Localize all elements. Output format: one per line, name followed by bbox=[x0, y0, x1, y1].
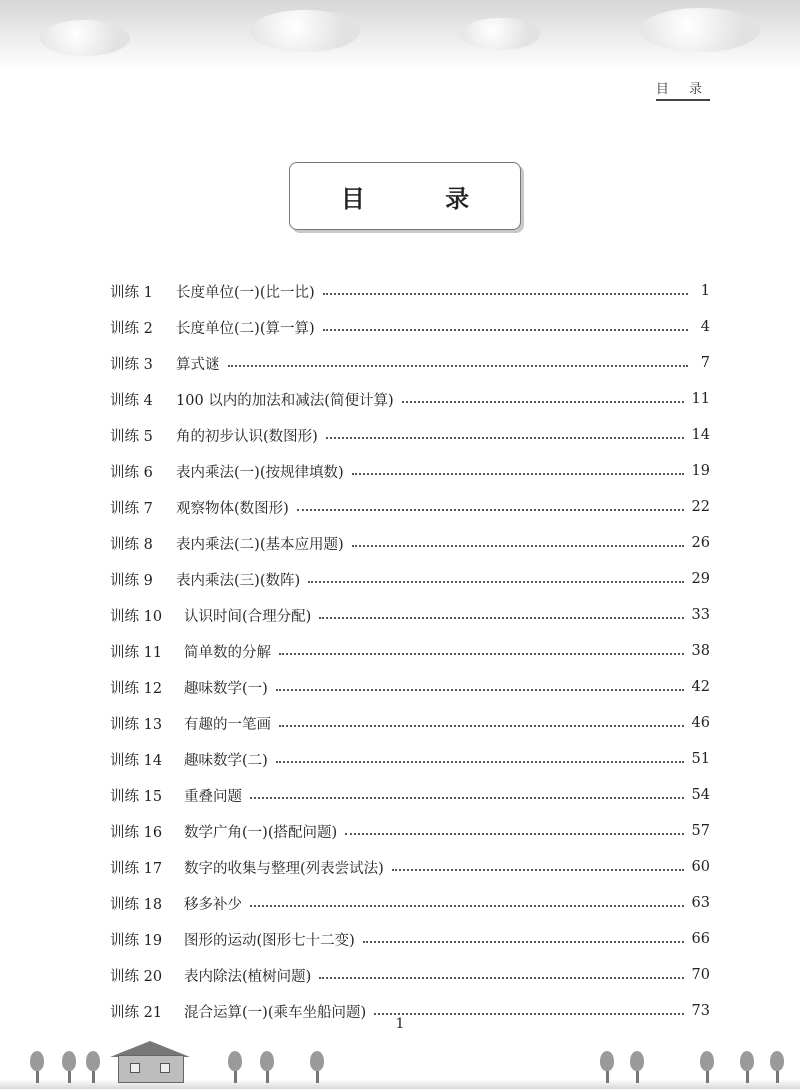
tree-icon bbox=[260, 1051, 274, 1083]
toc-entry-number: 训练 21 bbox=[110, 1004, 163, 1021]
toc-entry-page: 1 bbox=[700, 283, 710, 299]
table-of-contents bbox=[110, 273, 710, 1029]
toc-entry-title: 表内除法(植树问题) bbox=[184, 968, 312, 985]
toc-leader-dots bbox=[323, 328, 688, 331]
toc-leader-dots bbox=[308, 580, 683, 583]
toc-entry bbox=[110, 633, 710, 669]
toc-entry bbox=[110, 309, 710, 345]
toc-entry-number: 训练 4 bbox=[110, 392, 153, 409]
toc-entry-title: 有趣的一笔画 bbox=[184, 716, 271, 733]
toc-leader-dots bbox=[250, 904, 684, 907]
toc-entry-page: 63 bbox=[691, 895, 710, 911]
toc-entry bbox=[110, 489, 710, 525]
toc-entry-number: 训练 13 bbox=[110, 716, 163, 733]
toc-entry bbox=[110, 741, 710, 777]
toc-entry-number: 训练 14 bbox=[110, 752, 163, 769]
toc-entry-number: 训练 20 bbox=[110, 968, 163, 985]
toc-entry-page: 38 bbox=[691, 643, 710, 659]
toc-entry-page: 46 bbox=[691, 715, 710, 731]
toc-entry-number: 训练 12 bbox=[110, 680, 163, 697]
toc-entry-number: 训练 10 bbox=[110, 608, 163, 625]
toc-leader-dots bbox=[352, 544, 684, 547]
tree-icon bbox=[62, 1051, 76, 1083]
tree-icon bbox=[770, 1051, 784, 1083]
tree-icon bbox=[600, 1051, 614, 1083]
page-title: 目 录 bbox=[289, 162, 521, 230]
toc-leader-dots bbox=[228, 364, 689, 367]
toc-leader-dots bbox=[276, 760, 684, 763]
toc-entry-number: 训练 1 bbox=[110, 284, 153, 301]
toc-entry-title: 表内乘法(三)(数阵) bbox=[176, 572, 301, 589]
toc-entry-page: 19 bbox=[691, 463, 710, 479]
toc-entry bbox=[110, 849, 710, 885]
toc-entry-number: 训练 7 bbox=[110, 500, 153, 517]
toc-entry-number: 训练 18 bbox=[110, 896, 163, 913]
toc-entry-number: 训练 16 bbox=[110, 824, 163, 841]
toc-entry bbox=[110, 921, 710, 957]
toc-leader-dots bbox=[392, 868, 684, 871]
toc-entry bbox=[110, 417, 710, 453]
toc-leader-dots bbox=[374, 1012, 683, 1015]
cloud-decoration bbox=[640, 8, 760, 52]
toc-leader-dots bbox=[250, 796, 684, 799]
toc-entry-page: 54 bbox=[691, 787, 710, 803]
toc-entry-title: 简单数的分解 bbox=[184, 644, 271, 661]
toc-leader-dots bbox=[276, 688, 684, 691]
tree-icon bbox=[30, 1051, 44, 1083]
toc-entry-title: 长度单位(二)(算一算) bbox=[176, 320, 315, 337]
toc-entry-title: 角的初步认识(数图形) bbox=[176, 428, 318, 445]
toc-leader-dots bbox=[352, 472, 684, 475]
toc-entry-page: 42 bbox=[691, 679, 710, 695]
page-number: 1 bbox=[395, 1016, 405, 1032]
cloud-decoration bbox=[250, 10, 360, 52]
toc-entry-title: 趣味数学(一) bbox=[184, 680, 268, 697]
toc-leader-dots bbox=[345, 832, 683, 835]
toc-entry-number: 训练 19 bbox=[110, 932, 163, 949]
toc-entry bbox=[110, 381, 710, 417]
toc-leader-dots bbox=[326, 436, 684, 439]
toc-entry-page: 11 bbox=[691, 391, 710, 407]
toc-leader-dots bbox=[402, 400, 684, 403]
tree-icon bbox=[630, 1051, 644, 1083]
toc-entry-title: 重叠问题 bbox=[184, 788, 242, 805]
toc-entry-number: 训练 6 bbox=[110, 464, 153, 481]
toc-entry-page: 22 bbox=[691, 499, 710, 515]
toc-entry-page: 70 bbox=[691, 967, 710, 983]
toc-leader-dots bbox=[297, 508, 684, 511]
toc-entry bbox=[110, 345, 710, 381]
toc-entry-title: 表内乘法(一)(按规律填数) bbox=[176, 464, 344, 481]
toc-entry-number: 训练 17 bbox=[110, 860, 163, 877]
toc-entry-title: 观察物体(数图形) bbox=[176, 500, 289, 517]
toc-leader-dots bbox=[363, 940, 684, 943]
toc-entry-page: 60 bbox=[691, 859, 710, 875]
toc-entry bbox=[110, 885, 710, 921]
toc-entry-title: 长度单位(一)(比一比) bbox=[176, 284, 315, 301]
toc-entry-title: 认识时间(合理分配) bbox=[184, 608, 312, 625]
toc-entry bbox=[110, 777, 710, 813]
toc-entry-page: 51 bbox=[691, 751, 710, 767]
toc-entry-title: 100 以内的加法和减法(简便计算) bbox=[176, 392, 394, 409]
toc-entry-title: 算式谜 bbox=[176, 356, 220, 373]
toc-entry-title: 混合运算(一)(乘车坐船问题) bbox=[184, 1004, 367, 1021]
toc-entry bbox=[110, 957, 710, 993]
toc-entry bbox=[110, 813, 710, 849]
toc-entry-title: 趣味数学(二) bbox=[184, 752, 268, 769]
toc-entry-page: 73 bbox=[691, 1003, 710, 1019]
toc-entry bbox=[110, 597, 710, 633]
toc-leader-dots bbox=[319, 976, 683, 979]
toc-entry-page: 57 bbox=[691, 823, 710, 839]
toc-entry-title: 移多补少 bbox=[184, 896, 242, 913]
toc-entry-number: 训练 5 bbox=[110, 428, 153, 445]
toc-entry-page: 14 bbox=[691, 427, 710, 443]
toc-leader-dots bbox=[323, 292, 688, 295]
tree-icon bbox=[700, 1051, 714, 1083]
toc-entry bbox=[110, 525, 710, 561]
toc-entry-title: 数字的收集与整理(列表尝试法) bbox=[184, 860, 384, 877]
toc-entry-number: 训练 2 bbox=[110, 320, 153, 337]
tree-icon bbox=[86, 1051, 100, 1083]
toc-entry bbox=[110, 669, 710, 705]
toc-entry-page: 7 bbox=[700, 355, 710, 371]
tree-icon bbox=[228, 1051, 242, 1083]
toc-entry bbox=[110, 453, 710, 489]
toc-entry-number: 训练 11 bbox=[110, 644, 163, 661]
toc-leader-dots bbox=[319, 616, 683, 619]
tree-icon bbox=[740, 1051, 754, 1083]
toc-leader-dots bbox=[279, 652, 684, 655]
toc-entry-number: 训练 8 bbox=[110, 536, 153, 553]
toc-entry bbox=[110, 561, 710, 597]
toc-entry-number: 训练 9 bbox=[110, 572, 153, 589]
toc-entry-number: 训练 15 bbox=[110, 788, 163, 805]
toc-entry-number: 训练 3 bbox=[110, 356, 153, 373]
cloud-decoration bbox=[460, 18, 540, 50]
bottom-decoration bbox=[0, 1039, 800, 1089]
toc-leader-dots bbox=[279, 724, 684, 727]
toc-entry bbox=[110, 705, 710, 741]
cloud-decoration bbox=[40, 20, 130, 56]
house-icon bbox=[110, 1043, 190, 1083]
toc-entry-page: 33 bbox=[691, 607, 710, 623]
top-banner bbox=[0, 0, 800, 70]
header-section-label: 目 录 bbox=[656, 78, 710, 101]
toc-entry-page: 29 bbox=[691, 571, 710, 587]
tree-icon bbox=[310, 1051, 324, 1083]
toc-entry bbox=[110, 273, 710, 309]
toc-entry-page: 4 bbox=[700, 319, 710, 335]
toc-entry-title: 图形的运动(图形七十二变) bbox=[184, 932, 355, 949]
toc-entry-page: 26 bbox=[691, 535, 710, 551]
toc-entry-page: 66 bbox=[691, 931, 710, 947]
toc-entry-title: 表内乘法(二)(基本应用题) bbox=[176, 536, 344, 553]
toc-entry-title: 数学广角(一)(搭配问题) bbox=[184, 824, 338, 841]
